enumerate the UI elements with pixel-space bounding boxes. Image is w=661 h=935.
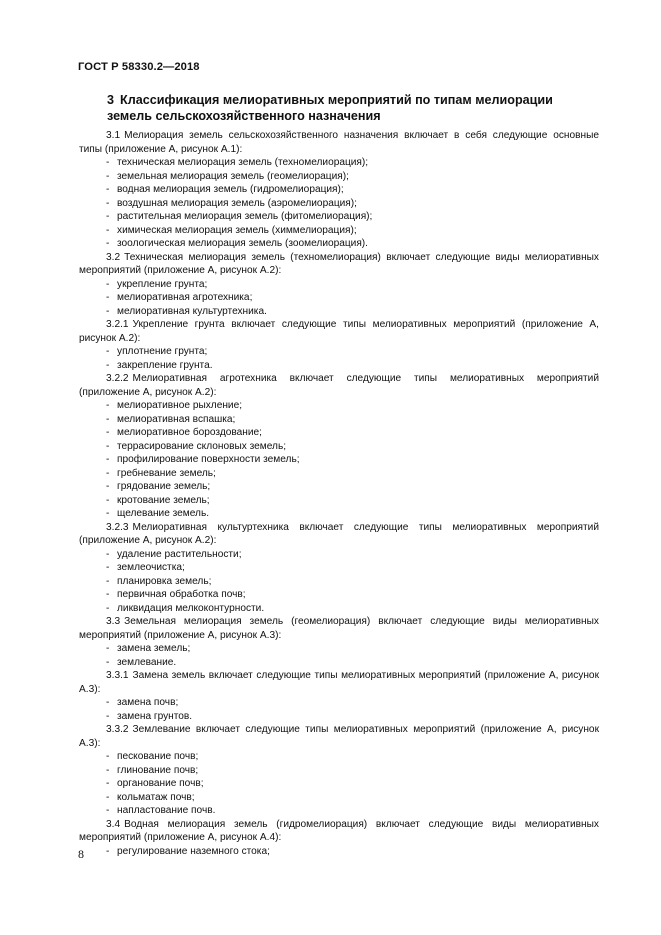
list-item [79,413,599,427]
list-dash-marker: - [106,575,110,587]
list-item-text: напластование почв. [117,805,216,816]
list-item [79,440,599,454]
clause-number: 3.1 [106,130,121,141]
list-item-text: мелиоративная культуртехника. [117,305,267,317]
clause-paragraph [79,129,599,156]
section-heading [107,92,587,124]
list-item [79,804,599,818]
list-item-text: техническая мелиорация земель (техномелиорация); [117,157,369,168]
list-item-text: профилирование поверхности земель; [117,454,300,465]
list-item-text: водная мелиорация земель (гидромелиорация); [117,184,344,195]
list-dash-marker: - [106,427,110,438]
list-dash-marker: - [106,589,110,600]
list-item-text: щелевание земель. [117,508,210,519]
list-dash-marker: - [106,184,110,195]
list-item-text: удаление растительности; [117,548,242,560]
list-dash-marker: - [106,643,110,654]
list-dash-marker: - [106,400,110,411]
list-dash-marker: - [106,656,110,668]
page-number: 8 [78,847,84,861]
list-dash-marker: - [106,508,110,519]
clause-number: 3.2 [106,251,121,263]
list-item [79,764,599,778]
list-item-text: замена почв; [117,697,179,708]
list-item [79,210,599,224]
clause-text: Мелиоративная агротехника включает следующие типы мелиоративных мероприятий (приложение А, рисунок А.2): [79,373,599,398]
clause-paragraph [79,818,599,845]
list-dash-marker: - [106,292,110,303]
list-item [79,575,599,589]
list-item-text: ликвидация мелкоконтурности. [117,602,265,614]
list-item [79,507,599,521]
list-item-text: глинование почв; [117,764,199,776]
clause-number: 3.2.2 [106,373,129,384]
list-item-text: кротование земель; [117,494,210,506]
clause-paragraph [79,723,599,750]
clause-number: 3.3 [106,616,121,627]
list-item [79,426,599,440]
list-item-text: мелиоративная агротехника; [117,292,253,303]
list-item [79,170,599,184]
clause-number: 3.4 [106,818,121,830]
list-item [79,359,599,373]
list-dash-marker: - [106,413,110,425]
list-item-text: укрепление грунта; [117,278,208,290]
list-item-text: первичная обработка почв; [117,589,246,600]
list-item-text: землевание. [117,656,177,668]
list-item [79,588,599,602]
list-item-text: пескование почв; [117,751,199,762]
list-item [79,305,599,319]
list-item [79,750,599,764]
list-item [79,183,599,197]
list-item [79,602,599,616]
list-item [79,156,599,170]
list-item [79,791,599,805]
list-item-text: химическая мелиорация земель (химмелиорация); [117,224,357,236]
list-dash-marker: - [106,211,110,222]
list-item-text: мелиоративная вспашка; [117,413,236,425]
list-item [79,548,599,562]
list-item [79,480,599,494]
section-number: 3 [107,93,115,107]
list-dash-marker: - [106,764,110,776]
clause-number: 3.3.2 [106,724,129,735]
clause-text: Водная мелиорация земель (гидромелиорация) включает следующие виды мелиоративных мероприятий (приложение А, рисунок А.4): [79,818,599,843]
list-dash-marker: - [106,359,110,371]
list-item [79,656,599,670]
list-dash-marker: - [106,791,110,803]
list-item-text: уплотнение грунта; [117,346,208,357]
list-item-text: гребневание земель; [117,467,216,479]
list-dash-marker: - [106,440,110,452]
clause-paragraph [79,669,599,696]
list-dash-marker: - [106,710,110,722]
list-dash-marker: - [106,238,110,249]
clause-paragraph [79,372,599,399]
list-item-text: террасирование склоновых земель; [117,440,287,452]
body-text [79,129,599,858]
list-dash-marker: - [106,305,110,317]
clause-number: 3.2.3 [106,521,129,533]
list-item-text: регулирование наземного стока; [117,845,270,857]
list-item [79,237,599,251]
list-item-text: мелиоративное рыхление; [117,400,243,411]
list-item-text: воздушная мелиорация земель (аэромелиорация); [117,197,357,209]
list-dash-marker: - [106,454,110,465]
list-item-text: органование почв; [117,778,204,789]
list-item [79,467,599,481]
list-item-text: грядование земель; [117,481,211,492]
clause-paragraph [79,615,599,642]
list-dash-marker: - [106,845,110,857]
list-item-text: замена земель; [117,643,191,654]
clause-number: 3.2.1 [106,319,129,330]
list-item [79,399,599,413]
list-dash-marker: - [106,157,110,168]
list-item-text: зоологическая мелиорация земель (зоомелиорация). [117,238,368,249]
list-dash-marker: - [106,197,110,209]
list-item-text: землеочистка; [117,562,185,573]
list-dash-marker: - [106,805,110,816]
clause-text: Техническая мелиорация земель (техномелиорация) включает следующие виды мелиоративных мероприятий (приложение А, рисунок А.2): [79,251,599,276]
clause-text: Землевание включает следующие типы мелиоративных мероприятий (приложение А, рисунок А.3): [79,724,599,749]
list-item [79,561,599,575]
list-item-text: замена грунтов. [117,710,193,722]
list-item-text: закрепление грунта. [117,359,213,371]
clause-paragraph [79,251,599,278]
list-dash-marker: - [106,278,110,290]
list-item [79,291,599,305]
list-item-text: земельная мелиорация земель (геомелиорация); [117,170,349,182]
list-item [79,642,599,656]
clause-text: Мелиорация земель сельскохозяйственного назначения включает в себя следующие основные типы (приложение А, рисунок А.1): [79,130,599,155]
list-dash-marker: - [106,346,110,357]
clause-text: Земельная мелиорация земель (геомелиорация) включает следующие виды мелиоративных мероприятий (приложение А, рисунок А.3): [79,616,599,641]
list-dash-marker: - [106,602,110,614]
list-item-text: растительная мелиорация земель (фитомелиорация); [117,211,373,222]
list-item-text: кольматаж почв; [117,791,195,803]
list-item [79,224,599,238]
clause-paragraph [79,318,599,345]
list-dash-marker: - [106,170,110,182]
list-item [79,710,599,724]
list-dash-marker: - [106,562,110,573]
list-dash-marker: - [106,548,110,560]
list-item [79,453,599,467]
clause-text: Замена земель включает следующие типы мелиоративных мероприятий (приложение А, рисунок А.3): [79,670,599,695]
list-item [79,777,599,791]
section-title: Классификация мелиоративных мероприятий по типам мелиорации земель сельскохозяйственного назначения [107,93,553,123]
list-item [79,494,599,508]
list-item-text: мелиоративное бороздование; [117,427,262,438]
document-code: ГОСТ Р 58330.2—2018 [78,61,200,73]
list-dash-marker: - [106,467,110,479]
list-item [79,278,599,292]
list-item [79,696,599,710]
list-item [79,845,599,859]
clause-number: 3.3.1 [106,670,129,681]
list-dash-marker: - [106,697,110,708]
list-item-text: планировка земель; [117,575,212,587]
clause-text: Мелиоративная культуртехника включает следующие типы мелиоративных мероприятий (приложение А, рисунок А.2): [79,521,599,546]
clause-text: Укрепление грунта включает следующие типы мелиоративных мероприятий (приложение А, рисунок А.2): [79,319,599,344]
list-item [79,197,599,211]
list-dash-marker: - [106,778,110,789]
list-dash-marker: - [106,481,110,492]
list-dash-marker: - [106,224,110,236]
list-dash-marker: - [106,494,110,506]
clause-paragraph [79,521,599,548]
list-dash-marker: - [106,751,110,762]
list-item [79,345,599,359]
